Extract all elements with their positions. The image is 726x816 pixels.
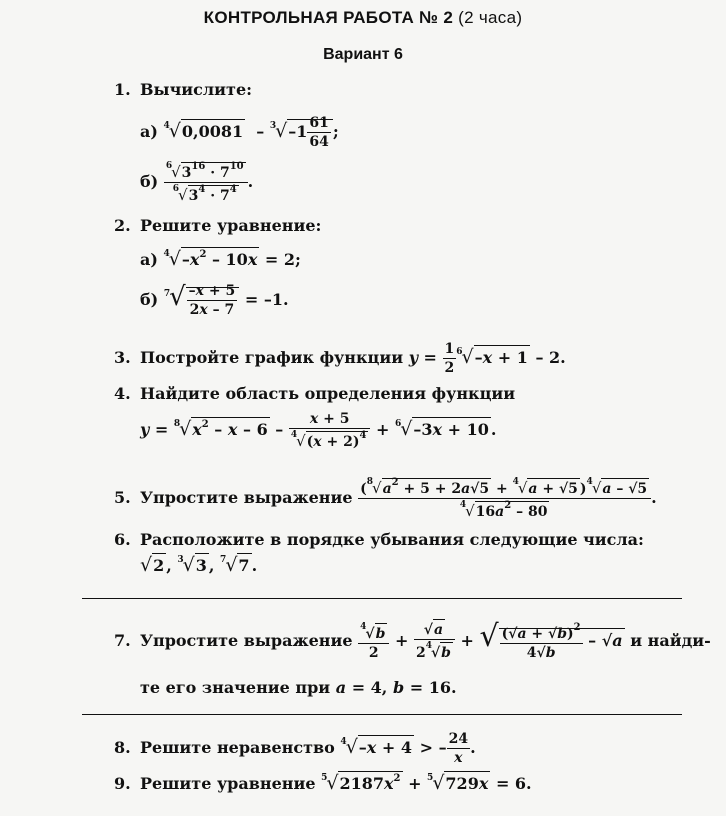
page-title [0, 8, 726, 28]
task-8: 8. Решите неравенство $^4$√–x + 4 > – $\frac{24}{x}$ . [114, 731, 476, 766]
task-6-numbers: √2 , $^3$√3 , $^7$√7 . [140, 554, 258, 576]
task-6-text: Расположите в порядке убывания следующие числа: [140, 530, 644, 549]
task-4-text: Найдите область определения функции [140, 384, 516, 403]
task-5: 5. Упростите выражение $\frac{(^8√a^2 + 5 + 2a√5 + ^4√a + √5 )^4√a - √5}{^4√16a^2 - 80}$ . [114, 477, 657, 520]
task-1a: а) $^4$√0,0081 – $^3$√–1 $\frac{61}{64}$ ; [140, 115, 339, 150]
task-8-text: Решите неравенство [140, 738, 335, 757]
task-1b: б) $\frac{^6√3^{16} \cdot 7^{10}}{^6√3^4 \cdot 7^4}$ . [140, 161, 254, 204]
task-4-formula: $y = ^8√x^2 - x - 6$ – $\frac{x + 5}{^4√(x + 2)^4}$ + $^6$√–3x + 10 . [140, 411, 497, 450]
task-2a: а) $^4√-x^2 - 10x = 2$; [140, 248, 301, 270]
task-9-text: Решите уравнение [140, 774, 316, 793]
task-2-text: Решите уравнение: [140, 216, 322, 235]
task-7-tail: и найди- [630, 631, 711, 650]
title-duration: (2 часа) [458, 8, 523, 27]
task-7: 7. Упростите выражение $\frac{^4√b}{2}$ + $\frac{√a}{2^4√b}$ + √ $\frac{(√a + √b)^2}{4√b}$ – √a и найди- [114, 619, 711, 661]
title-text: КОНТРОЛЬНАЯ РАБОТА № 2 [203, 8, 454, 27]
task-1-text: Вычислите: [140, 80, 253, 99]
task-5-text: Упростите выражение [140, 488, 353, 507]
task-7-text: Упростите выражение [140, 631, 353, 650]
task-1: 1. Вычислите: [114, 80, 253, 99]
task-2: 2. Решите уравнение: [114, 216, 322, 235]
task-3-text: Постройте график функции [140, 348, 404, 367]
task-3: 3. Постройте график функции y = $\frac{1}{2}$ $^6$√–x + 1 – 2. [114, 341, 566, 376]
divider-line [82, 598, 682, 599]
task-7-line2: те его значение при a = 4, b = 16. [140, 678, 457, 697]
divider-line [82, 714, 682, 715]
task-9: 9. Решите уравнение $^5√2187x^2 + ^5√729x = 6$. [114, 772, 532, 794]
task-4: 4. Найдите область определения функции [114, 384, 516, 403]
variant-heading: Вариант 6 [323, 46, 403, 63]
task-2b: б) $^7$√ $\frac{-x + 5}{2x - 7}$ = –1. [140, 282, 289, 318]
task-6: 6. Расположите в порядке убывания следующие числа: [114, 530, 644, 549]
